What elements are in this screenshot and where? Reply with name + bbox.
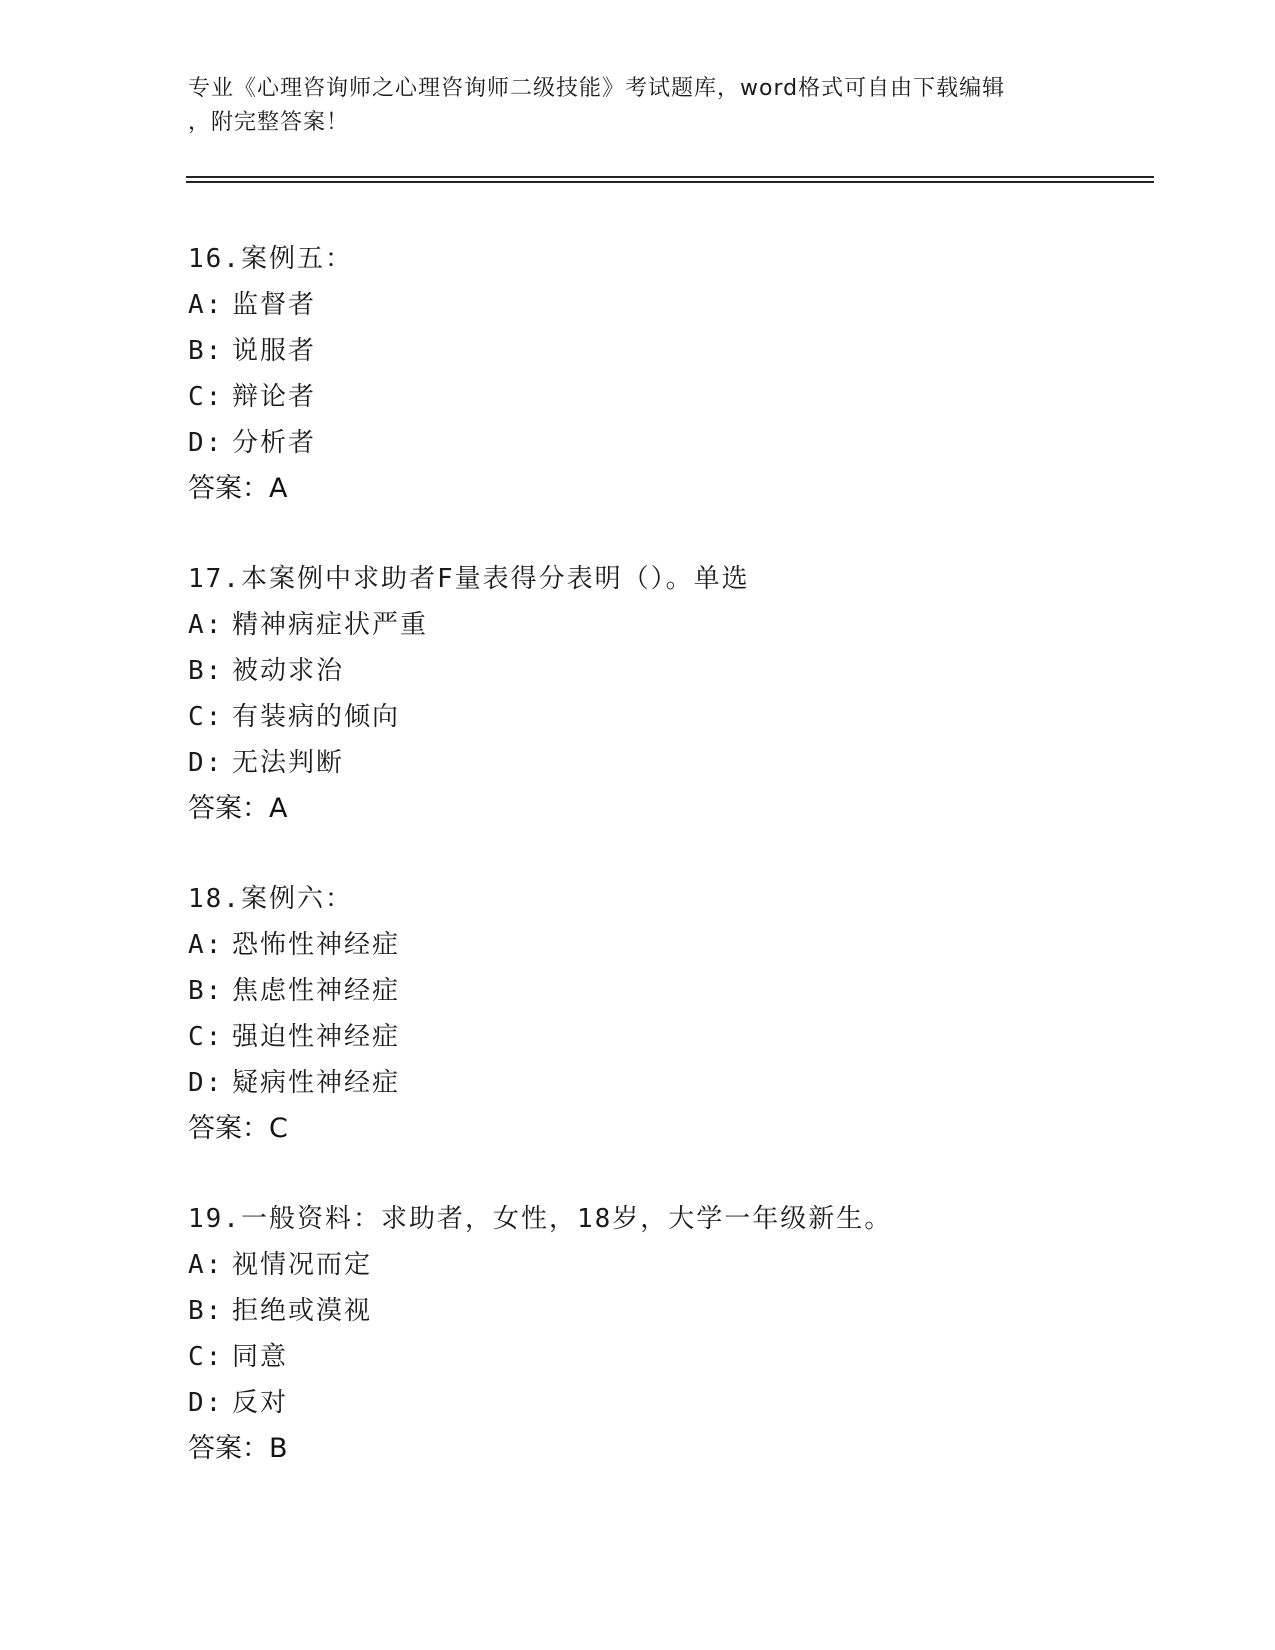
option-text: 无法判断 [232,748,345,778]
option-letter: B: [188,1296,224,1326]
header-title-line-2: ，附完整答案！ [188,110,350,135]
header-divider-bottom [186,181,1154,183]
option-d [188,1380,1148,1426]
option-letter: B: [188,336,224,366]
option-letter: D: [188,748,224,778]
option-letter: B: [188,656,224,686]
option-text: 强迫性神经症 [232,1022,401,1052]
option-d [188,420,1148,466]
option-c [188,374,1148,420]
option-text: 精神病症状严重 [232,610,429,640]
header-divider-top [186,176,1154,178]
option-text: 疑病性神经症 [232,1068,401,1098]
option-letter: A: [188,610,224,640]
option-a [188,282,1148,328]
answer-line: 答案：A [188,793,288,824]
option-d [188,740,1148,786]
question-block-18 [188,876,1148,1152]
option-a [188,1242,1148,1288]
option-c [188,694,1148,740]
question-stem: 17.本案例中求助者F量表得分表明（）。单选 [188,564,750,594]
header-title-line-1: 专业《心理咨询师之心理咨询师二级技能》考试题库，word格式可自由下载编辑 [188,76,1006,101]
option-c [188,1334,1148,1380]
option-letter: C: [188,1022,224,1052]
answer-line: 答案：B [188,1433,288,1464]
answer-line: 答案：C [188,1113,288,1144]
option-text: 拒绝或漠视 [232,1296,373,1326]
question-block-19 [188,1196,1148,1472]
option-text: 辩论者 [232,382,317,412]
question-block-17 [188,556,1148,832]
option-letter: C: [188,382,224,412]
option-text: 有装病的倾向 [232,702,401,732]
option-text: 同意 [232,1342,289,1372]
option-letter: C: [188,702,224,732]
option-text: 焦虑性神经症 [232,976,401,1006]
document-header [188,72,1088,140]
option-b [188,648,1148,694]
option-letter: A: [188,290,224,320]
option-text: 被动求治 [232,656,345,686]
option-letter: D: [188,1068,224,1098]
option-letter: A: [188,930,224,960]
answer-line: 答案：A [188,473,288,504]
option-letter: A: [188,1250,224,1280]
question-stem: 16.案例五： [188,244,353,274]
option-b [188,1288,1148,1334]
option-letter: D: [188,1388,224,1418]
question-stem: 18.案例六： [188,884,353,914]
option-text: 分析者 [232,428,317,458]
option-a [188,922,1148,968]
option-text: 说服者 [232,336,317,366]
question-stem: 19.一般资料：求助者，女性，18岁，大学一年级新生。 [188,1204,893,1234]
option-letter: C: [188,1342,224,1372]
option-b [188,328,1148,374]
option-d [188,1060,1148,1106]
option-c [188,1014,1148,1060]
question-block-16 [188,236,1148,512]
option-letter: B: [188,976,224,1006]
option-text: 监督者 [232,290,317,320]
option-text: 恐怖性神经症 [232,930,401,960]
option-letter: D: [188,428,224,458]
option-text: 反对 [232,1388,289,1418]
option-b [188,968,1148,1014]
option-text: 视情况而定 [232,1250,373,1280]
option-a [188,602,1148,648]
